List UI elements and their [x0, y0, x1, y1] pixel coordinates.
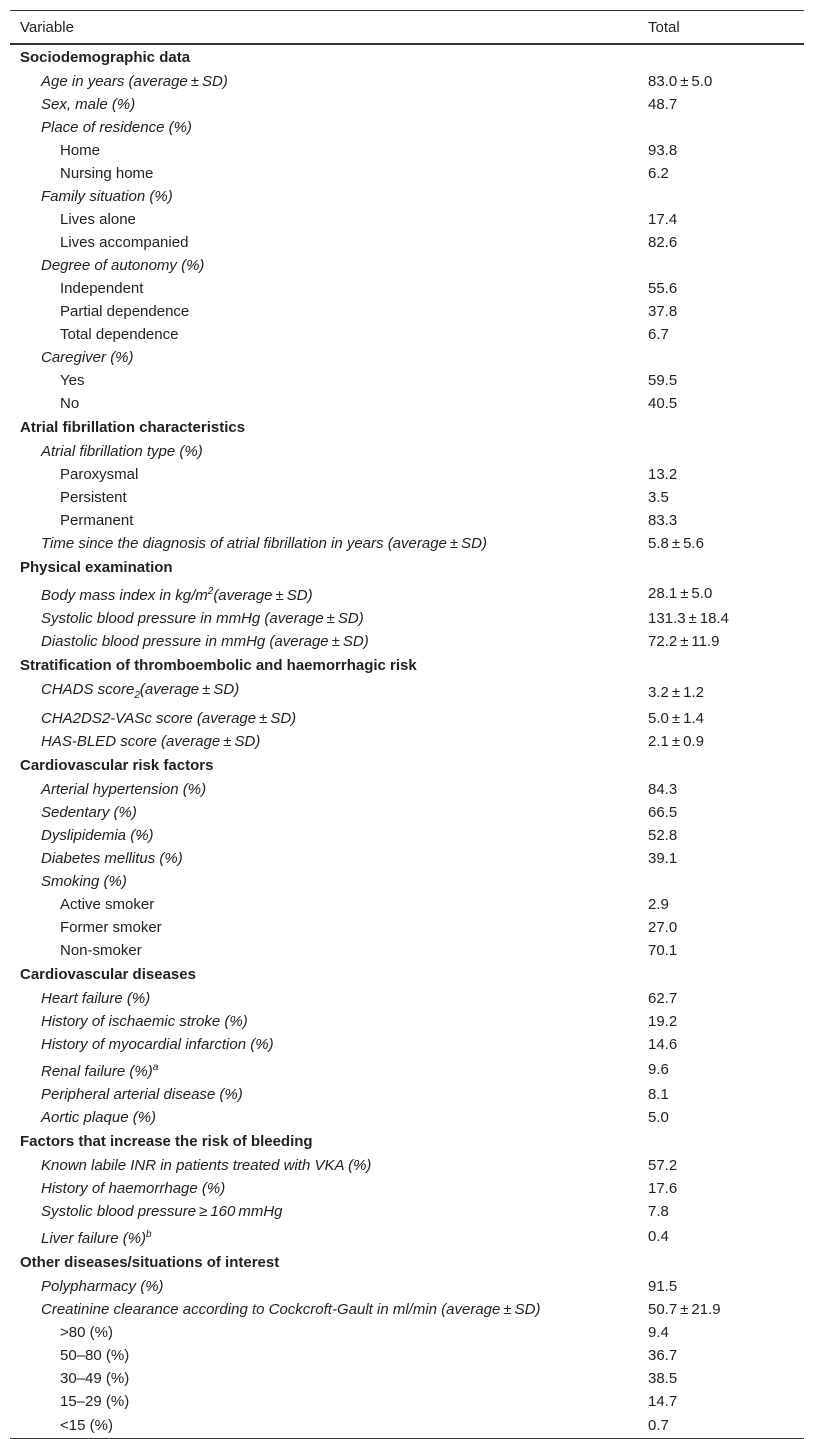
variable-label: Independent [60, 280, 144, 297]
total-value: 59.5 [648, 372, 678, 389]
variable-label: Persistent [60, 489, 127, 506]
variable-label: Arterial hypertension (%) [41, 781, 207, 798]
variable-label: Lives alone [60, 211, 136, 228]
variable-label: Former smoker [60, 919, 162, 936]
table-row [10, 162, 804, 185]
total-value: 70.1 [648, 942, 678, 959]
total-value: 52.8 [648, 827, 678, 844]
variable-label: Diastolic blood pressure in mmHg (average ± SD) [41, 633, 369, 650]
total-value: 39.1 [648, 850, 678, 867]
total-value: 9.4 [648, 1324, 669, 1341]
table-header-row [10, 11, 804, 45]
variable-label: Degree of autonomy (%) [41, 257, 205, 274]
total-value: 38.5 [648, 1370, 678, 1387]
variable-label: Lives accompanied [60, 234, 189, 251]
table-row [10, 1413, 804, 1439]
variable-label: Heart failure (%) [41, 990, 151, 1007]
section-title: Atrial fibrillation characteristics [20, 419, 246, 436]
variable-label: Yes [60, 372, 85, 389]
table-row [10, 607, 804, 630]
total-value: 28.1 ± 5.0 [648, 585, 713, 602]
section-header-row [10, 653, 804, 678]
total-value: 13.2 [648, 466, 678, 483]
total-value: 57.2 [648, 1157, 678, 1174]
total-value [638, 254, 804, 277]
section-header-row [10, 1129, 804, 1154]
section-title: Sociodemographic data [20, 49, 191, 66]
table-row [10, 369, 804, 392]
total-value: 72.2 ± 11.9 [648, 633, 720, 650]
table-row [10, 392, 804, 415]
total-value: 0.7 [638, 1413, 804, 1439]
section-title: Other diseases/situations of interest [20, 1254, 280, 1271]
table-row [10, 707, 804, 730]
variable-label: Smoking (%) [41, 873, 127, 890]
total-value: 17.4 [648, 211, 678, 228]
variable-label: >80 (%) [60, 1324, 113, 1341]
total-value: 91.5 [648, 1278, 678, 1295]
table-row [10, 1010, 804, 1033]
section-title: Stratification of thromboembolic and haemorrhagic risk [20, 657, 417, 674]
total-value: 8.1 [648, 1086, 669, 1103]
table-row [10, 1177, 804, 1200]
table-row [10, 463, 804, 486]
table-row [10, 1298, 804, 1321]
table-row [10, 1033, 804, 1056]
variable-label: Home [60, 142, 101, 159]
total-value: 50.7 ± 21.9 [648, 1301, 721, 1318]
table-row [10, 1056, 804, 1083]
variable-label: Paroxysmal [60, 466, 139, 483]
section-header-row [10, 1250, 804, 1275]
table-row [10, 1390, 804, 1413]
section-header-row [10, 415, 804, 440]
table-row [10, 778, 804, 801]
section-header-row [10, 44, 804, 70]
variable-label: Known labile INR in patients treated with VKA (%) [41, 1157, 372, 1174]
table-row [10, 801, 804, 824]
table-row [10, 93, 804, 116]
variable-label: Place of residence (%) [41, 119, 192, 136]
total-value: 0.4 [648, 1228, 669, 1245]
table-row [10, 987, 804, 1010]
table-row [10, 323, 804, 346]
table-row [10, 185, 804, 208]
table-row [10, 300, 804, 323]
variable-label: CHADS score$_2$(average ± SD) [41, 681, 240, 701]
table-row [10, 1106, 804, 1129]
total-value: 2.9 [648, 896, 669, 913]
total-value: 2.1 ± 0.9 [648, 733, 704, 750]
table-row [10, 509, 804, 532]
section-header-row [10, 962, 804, 987]
variable-label: Active smoker [60, 896, 155, 913]
table-row [10, 277, 804, 300]
total-value [638, 440, 804, 463]
table-row [10, 440, 804, 463]
table-row [10, 1200, 804, 1223]
variable-label: Family situation (%) [41, 188, 173, 205]
total-value: 14.7 [648, 1393, 678, 1410]
variable-label: Caregiver (%) [41, 349, 134, 366]
table-row [10, 70, 804, 93]
variable-label: Nursing home [60, 165, 154, 182]
variable-label: 50–80 (%) [60, 1347, 130, 1364]
table-row [10, 1321, 804, 1344]
table-row [10, 939, 804, 962]
variable-label: Aortic plaque (%) [41, 1109, 157, 1126]
table-row [10, 1275, 804, 1298]
total-value: 48.7 [648, 96, 678, 113]
variable-label: Partial dependence [60, 303, 190, 320]
variable-label: Sedentary (%) [41, 804, 137, 821]
variable-label: Renal failure (%)$^a$ [41, 1062, 159, 1080]
table-row [10, 1344, 804, 1367]
section-header-row [10, 753, 804, 778]
variable-label: No [60, 395, 80, 412]
table-row [10, 1154, 804, 1177]
header-variable: Variable [10, 11, 638, 45]
section-title: Cardiovascular diseases [20, 966, 196, 983]
variable-label: Permanent [60, 512, 134, 529]
total-value [638, 346, 804, 369]
table-row [10, 730, 804, 753]
total-value: 6.2 [648, 165, 669, 182]
variable-label: Polypharmacy (%) [41, 1278, 164, 1295]
total-value: 93.8 [648, 142, 678, 159]
total-value: 3.2 ± 1.2 [648, 684, 704, 701]
total-value: 7.8 [648, 1203, 669, 1220]
header-total: Total [638, 11, 804, 45]
variable-label: Atrial fibrillation type (%) [41, 443, 203, 460]
table-row [10, 847, 804, 870]
variable-label: History of ischaemic stroke (%) [41, 1013, 248, 1030]
variable-label: History of haemorrhage (%) [41, 1180, 226, 1197]
variable-label: Sex, male (%) [41, 96, 136, 113]
total-value: 17.6 [648, 1180, 678, 1197]
variable-label: Peripheral arterial disease (%) [41, 1086, 243, 1103]
table-row [10, 916, 804, 939]
variable-label: Liver failure (%)$^b$ [41, 1229, 152, 1247]
variable-label: Creatinine clearance according to Cockcroft-Gault in ml/min (average ± SD) [41, 1301, 541, 1318]
table-row [10, 824, 804, 847]
variable-label: Time since the diagnosis of atrial fibrillation in years (average ± SD) [41, 535, 487, 552]
total-value: 62.7 [648, 990, 678, 1007]
total-value: 19.2 [648, 1013, 678, 1030]
total-value: 27.0 [648, 919, 678, 936]
variable-label: Body mass index in $kg/m^2(average \pm SD)$ [41, 586, 313, 604]
total-value: 6.7 [648, 326, 669, 343]
variable-label: Dyslipidemia (%) [41, 827, 154, 844]
total-value [638, 870, 804, 893]
total-value: 83.3 [648, 512, 678, 529]
total-value: 3.5 [648, 489, 669, 506]
total-value: 82.6 [648, 234, 678, 251]
total-value [638, 116, 804, 139]
variable-label: HAS-BLED score (average ± SD) [41, 733, 261, 750]
total-value [638, 185, 804, 208]
table-row [10, 1367, 804, 1390]
total-value: 55.6 [648, 280, 678, 297]
variable-label: Systolic blood pressure ≥ 160 mmHg [41, 1203, 283, 1220]
characteristics-table [10, 10, 804, 1439]
variable-label: CHA2DS2-VASc score (average ± SD) [41, 710, 297, 727]
table-row [10, 139, 804, 162]
variable-label: <15 (%) [10, 1413, 638, 1439]
variable-label: Diabetes mellitus (%) [41, 850, 183, 867]
table-row [10, 870, 804, 893]
variable-label: Non-smoker [60, 942, 142, 959]
total-value: 5.0 ± 1.4 [648, 710, 704, 727]
variable-label: Total dependence [60, 326, 179, 343]
table-row [10, 486, 804, 509]
total-value: 37.8 [648, 303, 678, 320]
variable-label: Systolic blood pressure in mmHg (average ± SD) [41, 610, 364, 627]
variable-label: History of myocardial infarction (%) [41, 1036, 274, 1053]
table-row [10, 254, 804, 277]
total-value: 5.8 ± 5.6 [648, 535, 704, 552]
total-value: 84.3 [648, 781, 678, 798]
total-value: 5.0 [648, 1109, 669, 1126]
section-title: Factors that increase the risk of bleeding [20, 1133, 313, 1150]
table-row [10, 208, 804, 231]
table-row [10, 893, 804, 916]
total-value: 131.3 ± 18.4 [648, 610, 729, 627]
table-row [10, 231, 804, 254]
total-value: 40.5 [648, 395, 678, 412]
total-value: 36.7 [648, 1347, 678, 1364]
table-row [10, 678, 804, 707]
table-row [10, 1223, 804, 1250]
table-body [10, 44, 804, 1439]
variable-label: 30–49 (%) [60, 1370, 130, 1387]
variable-label: Age in years (average ± SD) [41, 73, 228, 90]
section-title: Cardiovascular risk factors [20, 757, 214, 774]
table-row [10, 1083, 804, 1106]
table-row [10, 532, 804, 555]
table-row [10, 580, 804, 607]
table-row [10, 630, 804, 653]
section-title: Physical examination [20, 559, 173, 576]
section-header-row [10, 555, 804, 580]
total-value: 9.6 [648, 1061, 669, 1078]
total-value: 83.0 ± 5.0 [648, 73, 713, 90]
table-row [10, 116, 804, 139]
table-row [10, 346, 804, 369]
variable-label: 15–29 (%) [60, 1393, 130, 1410]
total-value: 66.5 [648, 804, 678, 821]
total-value: 14.6 [648, 1036, 678, 1053]
